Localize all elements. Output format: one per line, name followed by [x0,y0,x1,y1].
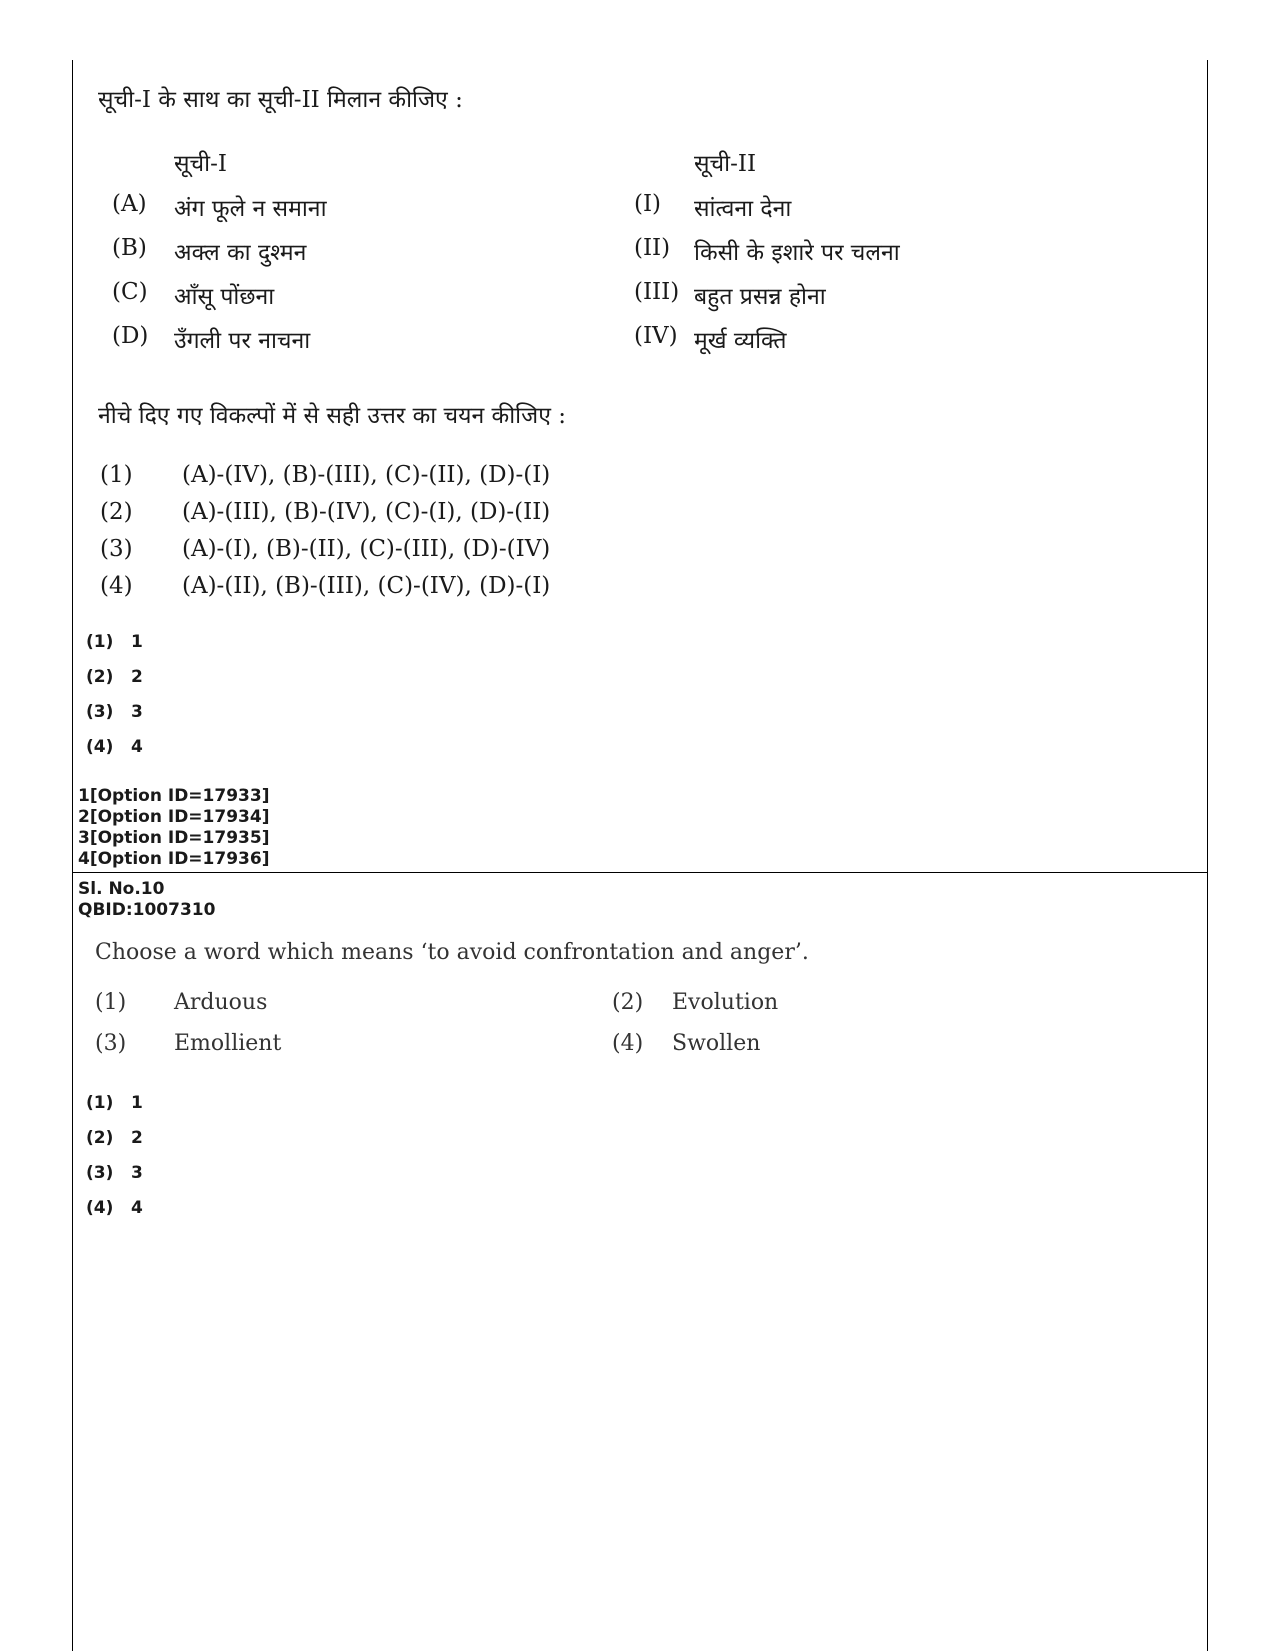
answer-option-value: 1 [131,632,143,652]
option-id: 1[Option ID=17933] [78,786,270,806]
answer-option[interactable] [86,1093,143,1113]
qbid: QBID:1007310 [78,900,216,920]
list2-item: सांत्वना देना [694,196,792,222]
right-border [1207,60,1208,1651]
answer-option-value: 1 [131,1093,143,1113]
choice-text: (A)-(III), (B)-(IV), (C)-(I), (D)-(II) [182,499,551,525]
question-stem: सूची-I के साथ का सूची-II मिलान कीजिए : [98,87,463,113]
question-header [78,879,215,921]
list2-item: किसी के इशारे पर चलना [694,240,900,266]
list1-item: अंग फूले न समाना [174,196,327,222]
answer-option-number: (1) [86,1093,114,1113]
choice-text: Arduous [174,990,268,1015]
choice-number: (3) [95,1031,127,1056]
list2-item: मूर्ख व्यक्ति [694,328,787,354]
answer-option-number: (4) [86,737,114,757]
answer-option-value: 2 [131,1128,143,1148]
option-id: 2[Option ID=17934] [78,807,270,827]
choice-number: (1) [95,990,127,1015]
choice-text: Evolution [672,990,779,1015]
choice-text: Emollient [174,1031,282,1056]
list2-label: (I) [634,191,662,217]
choice-number: (3) [100,536,133,562]
answer-option-value: 3 [131,702,143,722]
answer-option-number: (2) [86,1128,114,1148]
answer-option-number: (2) [86,667,114,687]
instruction-text: नीचे दिए गए विकल्पों में से सही उत्तर का चयन कीजिए : [98,403,566,429]
list2-label: (III) [634,279,680,305]
list2-title: सूची-II [694,151,757,177]
answer-option[interactable] [86,1198,143,1218]
choice-text: Swollen [672,1031,761,1056]
answer-option[interactable] [86,1128,143,1148]
list2-label: (IV) [634,323,678,349]
serial-number: Sl. No.10 [78,879,165,899]
choice-text: (A)-(IV), (B)-(III), (C)-(II), (D)-(I) [182,462,551,488]
list1-label: (C) [112,279,148,305]
answer-option[interactable] [86,1163,143,1183]
answer-option[interactable] [86,702,143,722]
list1-item: अक्ल का दुश्मन [174,240,307,266]
answer-option[interactable] [86,632,143,652]
answer-option-number: (3) [86,1163,114,1183]
choice-number: (4) [100,573,133,599]
answer-option-value: 3 [131,1163,143,1183]
list1-item: उँगली पर नाचना [174,328,311,354]
list1-item: आँसू पोंछना [174,284,275,310]
choice-number: (1) [100,462,133,488]
list1-label: (B) [112,235,147,261]
choice-text: (A)-(I), (B)-(II), (C)-(III), (D)-(IV) [182,536,551,562]
answer-option-value: 2 [131,667,143,687]
list2-label: (II) [634,235,671,261]
list1-label: (A) [112,191,147,217]
option-id: 3[Option ID=17935] [78,828,270,848]
answer-option-number: (1) [86,632,114,652]
option-id: 4[Option ID=17936] [78,849,270,869]
choice-number: (2) [612,990,644,1015]
answer-option[interactable] [86,737,143,757]
choice-number: (4) [612,1031,644,1056]
answer-option-value: 4 [131,737,143,757]
left-border [72,60,73,1651]
list1-title: सूची-I [174,151,227,177]
option-id-list [78,786,269,870]
answer-option[interactable] [86,667,143,687]
answer-option-number: (4) [86,1198,114,1218]
question-stem: Choose a word which means ‘to avoid confrontation and anger’. [95,940,809,965]
answer-option-value: 4 [131,1198,143,1218]
choice-number: (2) [100,499,133,525]
list2-item: बहुत प्रसन्न होना [694,284,826,310]
choice-text: (A)-(II), (B)-(III), (C)-(IV), (D)-(I) [182,573,551,599]
list1-label: (D) [112,323,149,349]
answer-option-number: (3) [86,702,114,722]
question-divider [72,872,1208,873]
